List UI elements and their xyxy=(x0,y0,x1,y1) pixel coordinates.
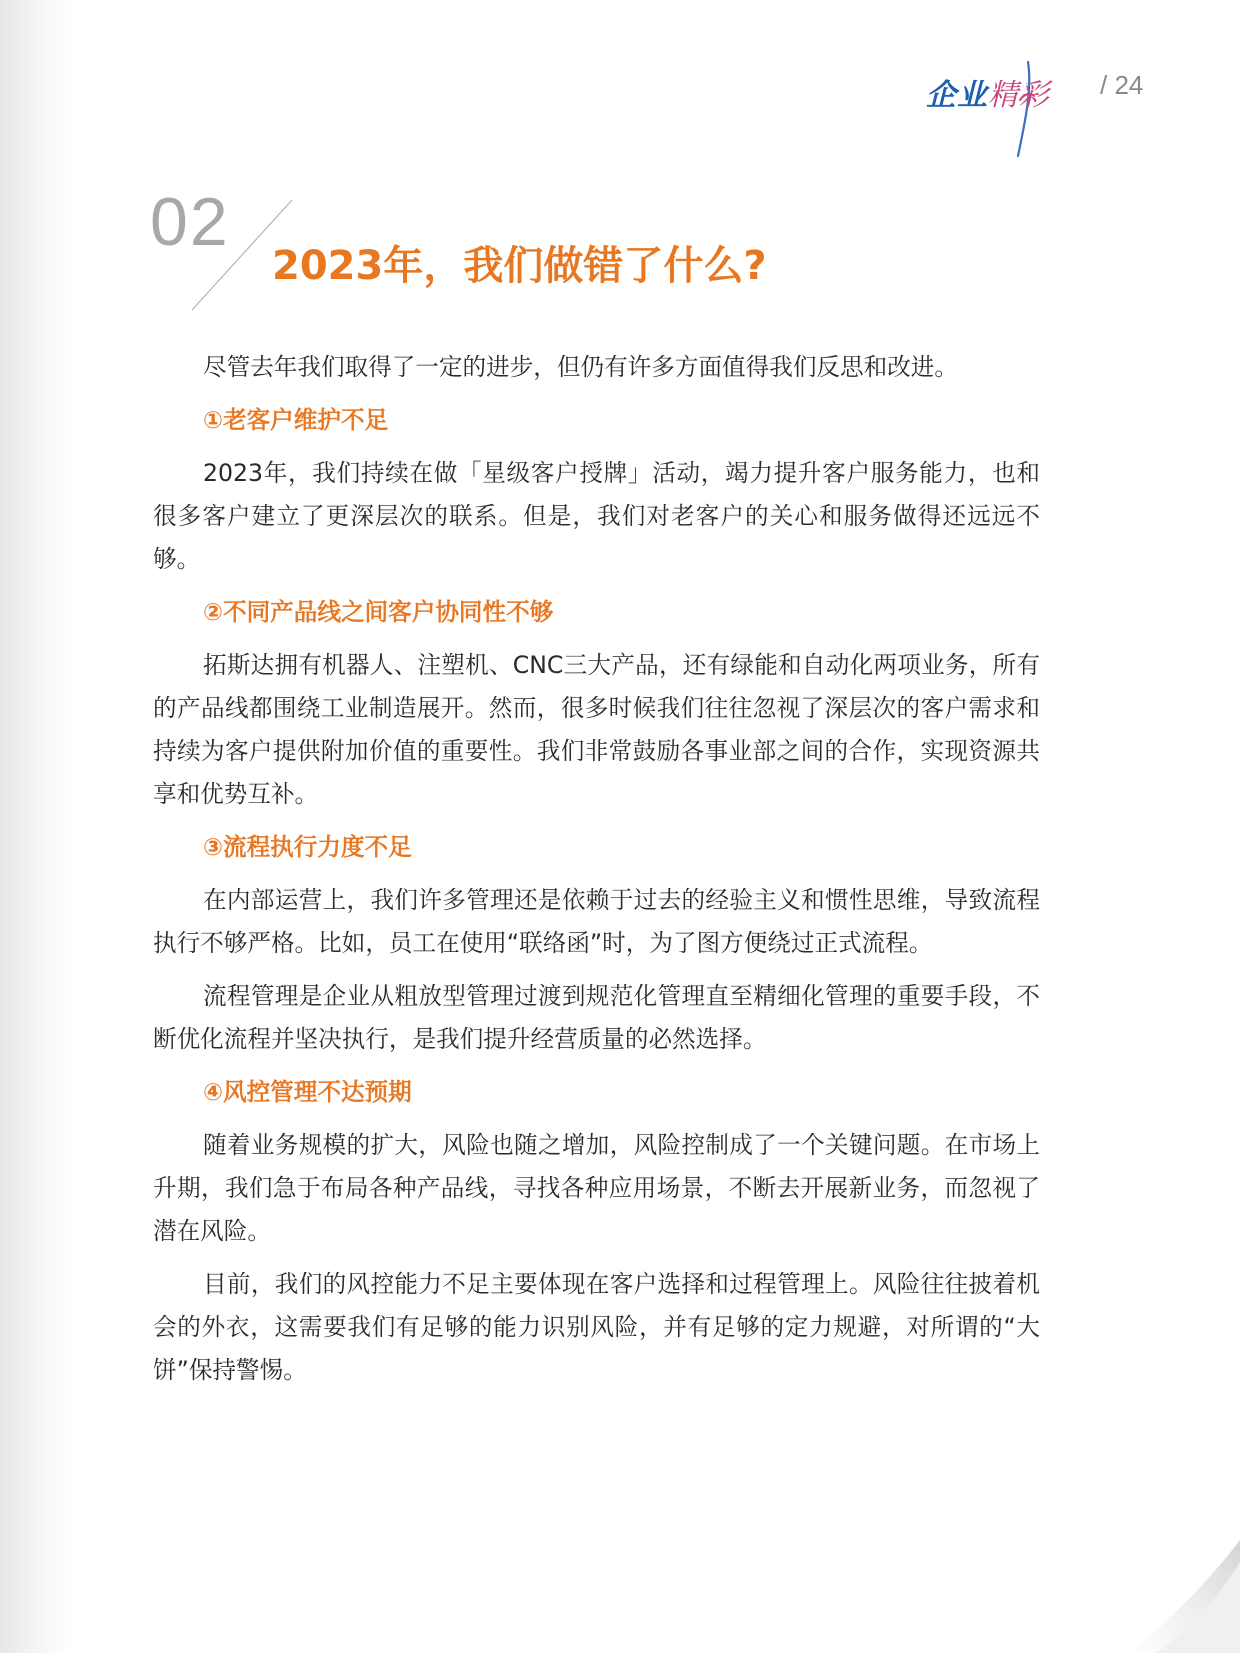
subheading-3: ③流程执行力度不足 xyxy=(203,833,412,861)
masthead-title-main: 企业 xyxy=(926,78,988,113)
paragraph-5: 随着业务规模的扩大，风险也随之增加，风险控制成了一个关键问题。在市场上升期，我们急于布局各种产品线，寻找各种应用场景，不断去开展新业务，而忽视了潜在风险。 xyxy=(153,1131,1040,1245)
page-number: / 24 xyxy=(1100,70,1144,100)
paragraph-3: 在内部运营上，我们许多管理还是依赖于过去的经验主义和惯性思维，导致流程执行不够严格。比如，员工在使用“联络函”时，为了图方便绕过正式流程。 xyxy=(153,886,1040,957)
masthead-logo xyxy=(920,58,1100,168)
page-curl-icon xyxy=(1100,1500,1240,1653)
subheading-1: ①老客户维护不足 xyxy=(203,406,389,434)
subheading-4: ④风控管理不达预期 xyxy=(203,1078,412,1106)
paragraph-6: 目前，我们的风控能力不足主要体现在客户选择和过程管理上。风险往往披着机会的外衣，这需要我们有足够的能力识别风险，并有足够的定力规避，对所谓的“大饼”保持警惕。 xyxy=(153,1270,1040,1384)
paragraph-1: 2023年，我们持续在做「星级客户授牌」活动，竭力提升客户服务能力，也和很多客户建立了更深层次的联系。但是，我们对老客户的关心和服务做得还远远不够。 xyxy=(153,459,1040,573)
subheading-2: ②不同产品线之间客户协同性不够 xyxy=(203,598,554,626)
intro-paragraph: 尽管去年我们取得了一定的进步，但仍有许多方面值得我们反思和改进。 xyxy=(203,353,958,381)
section-number: 02 xyxy=(150,184,230,260)
section-title: 2023年，我们做错了什么? xyxy=(272,243,767,289)
article-body xyxy=(153,346,1040,1402)
page-gutter-shadow xyxy=(0,0,70,1653)
paragraph-2: 拓斯达拥有机器人、注塑机、CNC三大产品，还有绿能和自动化两项业务，所有的产品线都围绕工业制造展开。然而，很多时候我们往往忽视了深层次的客户需求和持续为客户提供附加价值的重要性。我们非常鼓励各事业部之间的合作，实现资源共享和优势互补。 xyxy=(153,651,1040,808)
masthead-title-accent: 精彩 xyxy=(988,78,1050,113)
masthead-title xyxy=(926,70,1050,114)
paragraph-4: 流程管理是企业从粗放型管理过渡到规范化管理直至精细化管理的重要手段，不断优化流程并坚决执行，是我们提升经营质量的必然选择。 xyxy=(153,982,1040,1053)
